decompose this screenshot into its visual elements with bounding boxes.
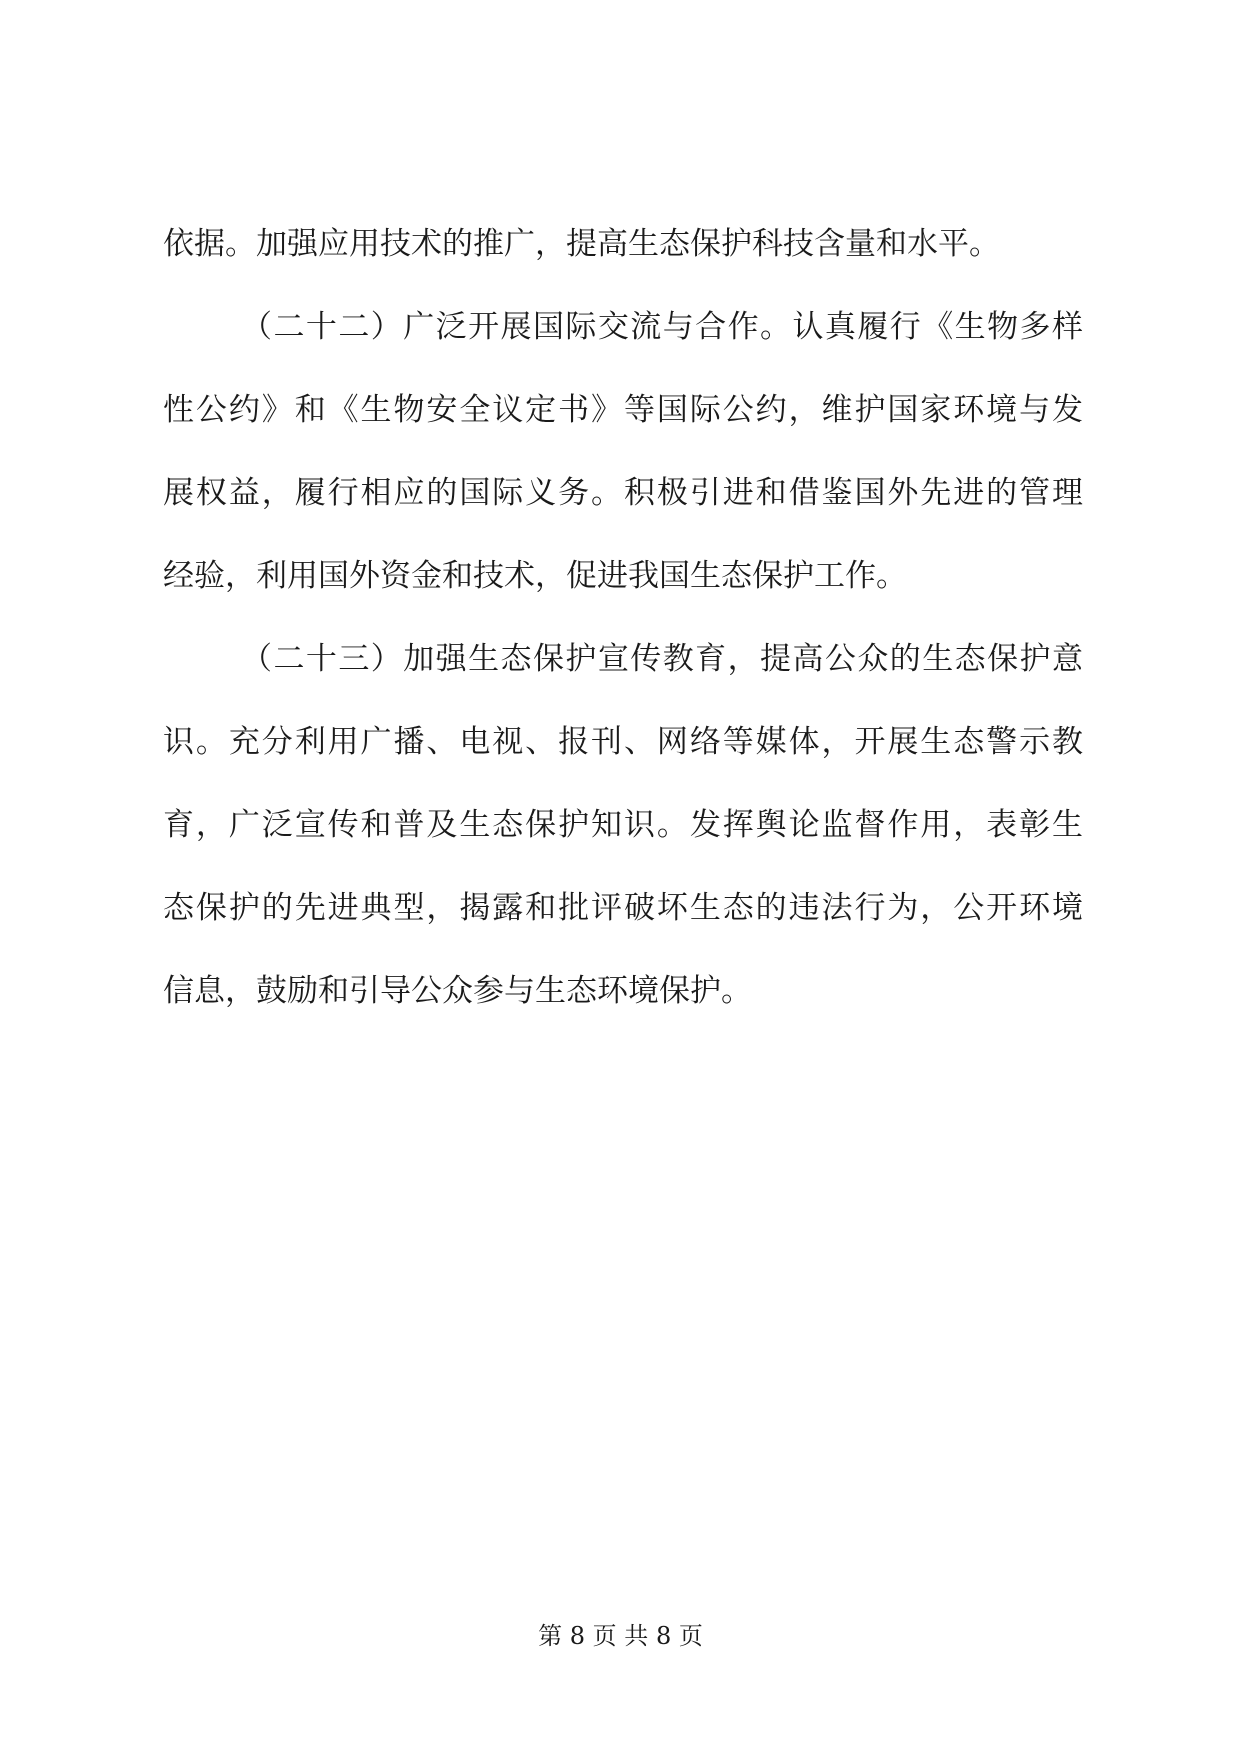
text-line: 态保护的先进典型，揭露和批评破坏生态的违法行为，公开环境 [163, 890, 1083, 926]
text-line: 信息，鼓励和引导公众参与生态环境保护。 [163, 973, 752, 1009]
body-text [163, 228, 1083, 1058]
text-line: （二十二）广泛开展国际交流与合作。认真履行《生物多样 [241, 309, 1083, 345]
text-line: （二十三）加强生态保护宣传教育，提高公众的生态保护意 [241, 641, 1083, 677]
text-line: 性公约》和《生物安全议定书》等国际公约，维护国家环境与发 [163, 392, 1083, 428]
text-line: 育，广泛宣传和普及生态保护知识。发挥舆论监督作用，表彰生 [163, 807, 1083, 843]
text-line: 依据。加强应用技术的推广，提高生态保护科技含量和水平。 [163, 226, 1000, 262]
page-number-footer: 第 8 页 共 8 页 [538, 1622, 703, 1650]
text-line: 展权益，履行相应的国际义务。积极引进和借鉴国外先进的管理 [163, 475, 1083, 511]
text-line: 经验，利用国外资金和技术，促进我国生态保护工作。 [163, 558, 907, 594]
text-line: 识。充分利用广播、电视、报刊、网络等媒体，开展生态警示教 [163, 724, 1083, 760]
